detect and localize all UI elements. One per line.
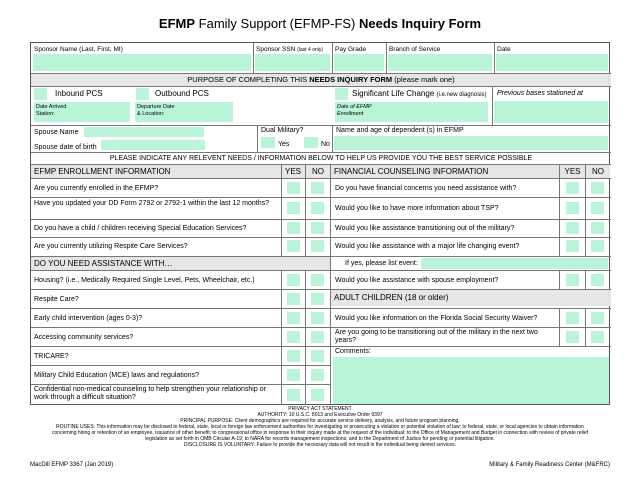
counseling-no-checkbox[interactable]	[311, 389, 324, 401]
early-intervention-yes-checkbox[interactable]	[287, 312, 300, 324]
previous-bases-field[interactable]	[494, 101, 608, 123]
sponsor-ssn-field[interactable]	[255, 54, 330, 71]
financial-concerns-yes-checkbox[interactable]	[566, 182, 579, 194]
dependents-field[interactable]	[334, 136, 608, 150]
question-financial-concerns: Do you have financial concerns you need assistance with?	[335, 185, 517, 192]
special-ed-no-checkbox[interactable]	[311, 222, 324, 234]
adult-children-header: ADULT CHILDREN (18 or older)	[331, 290, 611, 306]
life-event-yes-checkbox[interactable]	[566, 240, 579, 252]
question-ss-waiver: Would you like information on the Florida Social Security Waiver?	[335, 315, 538, 322]
significant-change-checkbox[interactable]	[335, 88, 348, 100]
respite-util-no-checkbox[interactable]	[311, 240, 324, 252]
outbound-pcs-label: Outbound PCS	[155, 89, 209, 98]
question-respite-util: Are you currently utilizing Respite Care Services?	[34, 243, 188, 250]
sponsor-name-field[interactable]	[33, 54, 251, 71]
mce-no-checkbox[interactable]	[311, 369, 324, 381]
question-spouse-employment: Would you like assistance with spouse employment?	[335, 277, 499, 284]
question-community: Accessing community services?	[34, 334, 134, 341]
list-event-field[interactable]	[421, 258, 608, 269]
inbound-pcs-label: Inbound PCS	[55, 89, 103, 98]
dual-military-no-checkbox[interactable]	[304, 137, 318, 148]
financial-yes-header: YES	[560, 165, 585, 178]
date-field[interactable]	[496, 54, 608, 71]
question-tricare: TRICARE?	[34, 353, 69, 360]
transition-two-years-no-checkbox[interactable]	[591, 331, 604, 343]
question-transitioning: Would you like assistance transitioning out of the military?	[335, 225, 515, 232]
inbound-pcs-checkbox[interactable]	[34, 88, 47, 100]
page-title: EFMP Family Support (EFMP-FS) Needs Inquiry Form	[158, 16, 482, 31]
previous-bases-label: Previous bases stationed at	[497, 90, 583, 97]
ss-waiver-no-checkbox[interactable]	[591, 312, 604, 324]
departure-date-label: Departure Date & Location:	[137, 104, 175, 117]
date-label: Date	[497, 46, 511, 53]
mce-yes-checkbox[interactable]	[287, 369, 300, 381]
date-arrived-label: Date Arrived Station:	[36, 104, 67, 117]
privacy-statement: PRIVACY ACT STATEMENT AUTHORITY: 10 U.S.C. 8013 and Executive Order 9397 PRINCIPAL PURPOSE: Client demographics are required for accurate service delivery, analysis, and future program planning. ROUTINE USES: This information may be disclosed to federal, state, local or foreign law enforcement authorities for investigating or prosecuting a violation or potential violation of law; to federal, state, or local agencies to obtain information concerning hiring or retention of an employee, issuance of other benefit; to congressional office in response to their inquiry made at the request of the individual; to the Office of Management and Budget in connection with review of private relief legislation as set forth in OMB Circular A-19; to NARA for records management inspections; and to the Department of Justice for pending or potential litigation. DISCLOSURE IS VOLUNTARY: Failure to provide the necessary data will not result in the individual being denied services.	[52, 406, 588, 448]
sponsor-name-label: Sponsor Name (Last, First, MI)	[34, 46, 123, 53]
significant-change-label: Significant Life Change (i.e.new diagnosis)	[352, 89, 487, 98]
spouse-name-label: Spouse Name	[34, 129, 79, 136]
purpose-heading: PURPOSE OF COMPLETING THIS NEEDS INQUIRY FORM (please mark one)	[31, 74, 611, 86]
spouse-dob-label: Spouse date of birth	[34, 144, 97, 151]
spouse-employment-yes-checkbox[interactable]	[566, 274, 579, 286]
ss-waiver-yes-checkbox[interactable]	[566, 312, 579, 324]
form-id: MacDill EFMP 3367 (Jan 2019)	[30, 462, 114, 468]
transitioning-no-checkbox[interactable]	[591, 222, 604, 234]
question-respite: Respite Care?	[34, 296, 79, 303]
respite-yes-checkbox[interactable]	[287, 293, 300, 305]
dependents-label: Name and age of dependent (s) in EFMP	[336, 127, 464, 134]
spouse-name-field[interactable]	[84, 127, 204, 137]
outbound-pcs-checkbox[interactable]	[136, 88, 149, 100]
dd-form-yes-checkbox[interactable]	[287, 202, 300, 214]
question-tsp: Would you like to have more information about TSP?	[335, 205, 499, 212]
financial-no-header: NO	[586, 165, 610, 178]
financial-header: FINANCIAL COUNSELING INFORMATION	[331, 165, 559, 178]
counseling-yes-checkbox[interactable]	[287, 389, 300, 401]
sponsor-ssn-label: Sponsor SSN (last 4 only)	[256, 46, 324, 53]
comments-field[interactable]	[333, 357, 609, 404]
community-no-checkbox[interactable]	[311, 331, 324, 343]
enrolled-no-checkbox[interactable]	[311, 182, 324, 194]
question-enrolled: Are you currently enrolled in the EFMP?	[34, 185, 159, 192]
branch-label: Branch of Service	[389, 46, 441, 53]
enrollment-yes-header: YES	[281, 165, 305, 178]
respite-util-yes-checkbox[interactable]	[287, 240, 300, 252]
question-early-intervention: Early child intervention (ages 0-3)?	[34, 315, 143, 322]
question-housing: Housing? (i.e., Medically Required Single Level, Pets, Wheelchair, etc.)	[34, 277, 255, 284]
special-ed-yes-checkbox[interactable]	[287, 222, 300, 234]
community-yes-checkbox[interactable]	[287, 331, 300, 343]
financial-concerns-no-checkbox[interactable]	[591, 182, 604, 194]
dual-military-yes-checkbox[interactable]	[261, 137, 275, 148]
housing-no-checkbox[interactable]	[311, 274, 324, 286]
indicate-banner: PLEASE INDICATE ANY RELEVENT NEEDS / INFORMATION BELOW TO HELP US PROVIDE YOU THE BEST SERVICE POSSIBLE	[109, 155, 533, 162]
branch-field[interactable]	[388, 54, 492, 71]
question-life-event: Would you like assistance with a major life changing event?	[335, 243, 520, 250]
spouse-employment-no-checkbox[interactable]	[591, 274, 604, 286]
question-transition-two-years: Are you going to be transitioning out of the military in the next two years?	[335, 329, 538, 344]
question-special-ed: Do you have a child / children receiving Special Education Services?	[34, 225, 247, 232]
efmp-enrollment-date-label: Date of EFMP Enrollment	[337, 104, 372, 117]
comments-label: Comments:	[335, 348, 371, 355]
question-dd-form: Have you updated your DD Form 2792 or 2792-1 within the last 12 months?	[34, 200, 270, 207]
question-counseling: Confidential non-medical counseling to help strengthen your relationship or work through a difficult situation?	[34, 386, 266, 401]
tsp-no-checkbox[interactable]	[591, 202, 604, 214]
transitioning-yes-checkbox[interactable]	[566, 222, 579, 234]
pay-grade-field[interactable]	[334, 54, 384, 71]
enrolled-yes-checkbox[interactable]	[287, 182, 300, 194]
dual-military-yes-label: Yes	[278, 141, 290, 148]
dual-military-no-label: No	[321, 141, 330, 148]
tricare-yes-checkbox[interactable]	[287, 350, 300, 362]
organization: Military & Family Readiness Center (M&FRC)	[489, 462, 610, 468]
respite-no-checkbox[interactable]	[311, 293, 324, 305]
tsp-yes-checkbox[interactable]	[566, 202, 579, 214]
spouse-dob-field[interactable]	[101, 140, 205, 150]
assistance-header: DO YOU NEED ASSISTANCE WITH…	[31, 257, 330, 270]
dual-military-label: Dual Military?	[261, 127, 304, 134]
question-mce: Military Child Education (MCE) laws and regulations?	[34, 372, 199, 379]
early-intervention-no-checkbox[interactable]	[311, 312, 324, 324]
life-event-no-checkbox[interactable]	[591, 240, 604, 252]
tricare-no-checkbox[interactable]	[311, 350, 324, 362]
enrollment-header: EFMP ENROLLMENT INFORMATION	[31, 165, 281, 178]
pay-grade-label: Pay Grade	[335, 46, 367, 53]
list-event-label: If yes, please list event:	[345, 260, 418, 267]
dd-form-no-checkbox[interactable]	[311, 202, 324, 214]
inquiry-form	[30, 42, 610, 405]
transition-two-years-yes-checkbox[interactable]	[566, 331, 579, 343]
housing-yes-checkbox[interactable]	[287, 274, 300, 286]
enrollment-no-header: NO	[306, 165, 330, 178]
